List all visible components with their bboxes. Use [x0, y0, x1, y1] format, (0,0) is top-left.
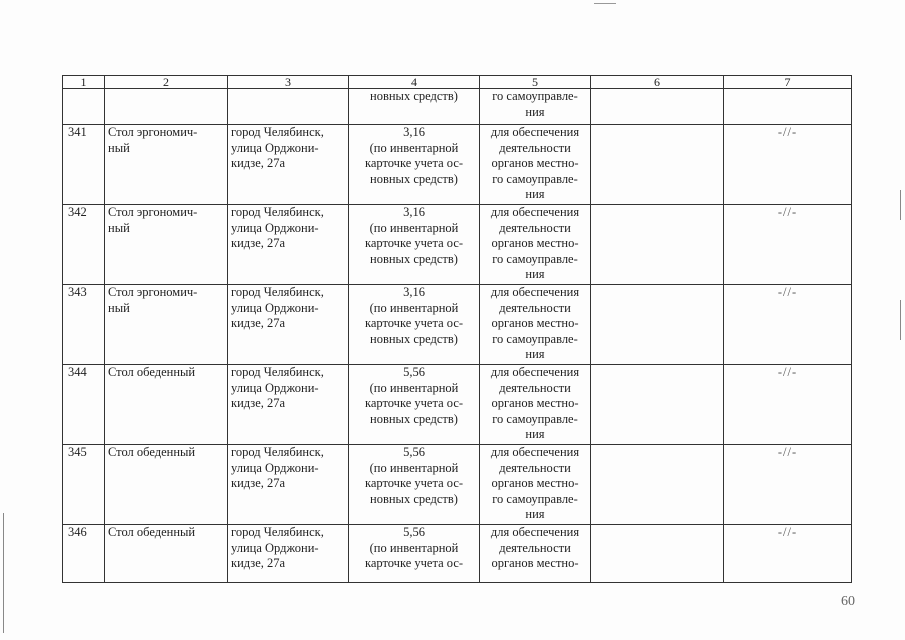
cell-line: город Челябинск,: [231, 525, 324, 539]
cell-line: новных средств): [370, 491, 458, 506]
cell-c3: [228, 205, 349, 285]
cell-line: 3,16: [403, 285, 425, 299]
cell-line: Стол эргономич-: [108, 205, 198, 219]
cell-line: карточке учета ос-: [364, 396, 464, 411]
cell-c2: [105, 125, 228, 205]
cell-c6: [591, 205, 724, 285]
cell-c1: 346: [63, 525, 105, 583]
table-row: [63, 445, 852, 525]
table-row: [63, 89, 852, 125]
cell-c7: -//-: [724, 285, 852, 365]
cell-line: кидзе, 27а: [231, 476, 286, 491]
cell-line: деятельности: [499, 460, 571, 475]
cell-line: ния: [525, 104, 545, 119]
cell-line: город Челябинск,: [231, 285, 324, 299]
cell-line: город Челябинск,: [231, 125, 324, 139]
cell-line: улица Орджони-: [231, 380, 319, 395]
cell-line: для обеспечения: [490, 525, 580, 539]
cell-c7: -//-: [724, 205, 852, 285]
cell-line: ния: [525, 427, 545, 442]
column-header-4: 4: [349, 76, 480, 89]
cell-c1: 341: [63, 125, 105, 205]
table-row: [63, 365, 852, 445]
cell-line: для обеспечения: [490, 445, 580, 459]
table-row: [63, 205, 852, 285]
cell-c4: [349, 125, 480, 205]
cell-c4: [349, 365, 480, 445]
cell-line: органов местно-: [491, 396, 579, 411]
cell-line: (по инвентарной: [369, 220, 459, 235]
cell-c4: [349, 89, 480, 125]
cell-c1: 342: [63, 205, 105, 285]
cell-line: 5,56: [403, 445, 425, 459]
cell-line: карточке учета ос-: [364, 316, 464, 331]
column-header-2: 2: [105, 76, 228, 89]
cell-c5: [480, 285, 591, 365]
table-row: [63, 125, 852, 205]
cell-line: карточке учета ос-: [364, 476, 464, 491]
cell-line: Стол эргономич-: [108, 285, 198, 299]
cell-line: карточке учета ос-: [364, 156, 464, 171]
cell-c6: [591, 525, 724, 583]
column-header-7: 7: [724, 76, 852, 89]
cell-c5: [480, 125, 591, 205]
cell-line: Стол обеденный: [108, 365, 196, 379]
cell-line: кидзе, 27а: [231, 396, 286, 411]
cell-line: карточке учета ос-: [364, 556, 464, 571]
cell-line: улица Орджони-: [231, 540, 319, 555]
cell-line: ния: [525, 347, 545, 362]
cell-line: 5,56: [403, 365, 425, 379]
cell-line: деятельности: [499, 380, 571, 395]
cell-line: ния: [525, 507, 545, 522]
cell-c1: 344: [63, 365, 105, 445]
cell-c7: -//-: [724, 445, 852, 525]
cell-line: новных средств): [370, 331, 458, 346]
column-header-5: 5: [480, 76, 591, 89]
cell-c2: [105, 445, 228, 525]
cell-line: карточке учета ос-: [364, 236, 464, 251]
cell-line: деятельности: [499, 220, 571, 235]
inventory-table: [62, 75, 852, 583]
cell-line: улица Орджони-: [231, 460, 319, 475]
cell-line: органов местно-: [491, 236, 579, 251]
cell-c7: -//-: [724, 365, 852, 445]
page-number: 60: [841, 594, 855, 609]
cell-c6: [591, 285, 724, 365]
cell-line: деятельности: [499, 540, 571, 555]
column-header-1: 1: [63, 76, 105, 89]
cell-line: город Челябинск,: [231, 445, 324, 459]
cell-c3: [228, 89, 349, 125]
cell-line: го самоуправле-: [492, 89, 578, 103]
cell-c2: [105, 285, 228, 365]
cell-line: органов местно-: [491, 476, 579, 491]
cell-c3: [228, 365, 349, 445]
cell-line: (по инвентарной: [369, 380, 459, 395]
cell-c2: [105, 89, 228, 125]
cell-c5: [480, 205, 591, 285]
cell-line: новных средств): [370, 171, 458, 186]
cell-line: (по инвентарной: [369, 300, 459, 315]
cell-line: новных средств): [370, 251, 458, 266]
cell-c7: -//-: [724, 125, 852, 205]
scan-mark-top: [594, 3, 616, 4]
cell-c5: [480, 445, 591, 525]
cell-c2: [105, 525, 228, 583]
cell-line: ния: [525, 267, 545, 282]
cell-line: 3,16: [403, 205, 425, 219]
cell-line: Стол обеденный: [108, 445, 196, 459]
cell-c5: [480, 525, 591, 583]
column-header-6: 6: [591, 76, 724, 89]
cell-line: для обеспечения: [490, 125, 580, 139]
cell-line: деятельности: [499, 140, 571, 155]
cell-c1: [63, 89, 105, 125]
cell-line: ния: [525, 187, 545, 202]
cell-c4: [349, 285, 480, 365]
cell-line: го самоуправле-: [492, 491, 578, 506]
cell-c7: [724, 89, 852, 125]
cell-c1: 345: [63, 445, 105, 525]
cell-line: го самоуправле-: [492, 331, 578, 346]
cell-line: кидзе, 27а: [231, 236, 286, 251]
cell-line: органов местно-: [491, 556, 579, 571]
cell-line: ный: [108, 220, 130, 235]
cell-line: для обеспечения: [490, 365, 580, 379]
cell-line: улица Орджони-: [231, 300, 319, 315]
cell-c5: [480, 365, 591, 445]
scan-margin-line-right: [900, 190, 901, 220]
cell-line: для обеспечения: [490, 205, 580, 219]
cell-line: ный: [108, 300, 130, 315]
table-body: [63, 76, 852, 583]
cell-line: деятельности: [499, 300, 571, 315]
cell-line: кидзе, 27а: [231, 556, 286, 571]
cell-c4: [349, 445, 480, 525]
cell-c2: [105, 205, 228, 285]
table-row: [63, 285, 852, 365]
cell-line: новных средств): [370, 411, 458, 426]
cell-c4: [349, 205, 480, 285]
cell-line: новных средств): [370, 89, 458, 103]
cell-line: кидзе, 27а: [231, 156, 286, 171]
cell-line: 5,56: [403, 525, 425, 539]
cell-line: органов местно-: [491, 316, 579, 331]
cell-c3: [228, 525, 349, 583]
cell-line: улица Орджони-: [231, 220, 319, 235]
cell-line: кидзе, 27а: [231, 316, 286, 331]
cell-line: город Челябинск,: [231, 205, 324, 219]
cell-line: улица Орджони-: [231, 140, 319, 155]
cell-line: (по инвентарной: [369, 460, 459, 475]
cell-line: органов местно-: [491, 156, 579, 171]
cell-c1: 343: [63, 285, 105, 365]
cell-line: Стол эргономич-: [108, 125, 198, 139]
cell-c5: [480, 89, 591, 125]
cell-line: го самоуправле-: [492, 411, 578, 426]
cell-c7: -//-: [724, 525, 852, 583]
column-number-header-row: [63, 76, 852, 89]
cell-c6: [591, 89, 724, 125]
cell-c4: [349, 525, 480, 583]
cell-line: ный: [108, 140, 130, 155]
cell-line: го самоуправле-: [492, 171, 578, 186]
cell-line: (по инвентарной: [369, 540, 459, 555]
cell-c2: [105, 365, 228, 445]
scan-margin-line-left: [3, 513, 4, 633]
cell-c3: [228, 445, 349, 525]
cell-line: го самоуправле-: [492, 251, 578, 266]
cell-c3: [228, 125, 349, 205]
column-header-3: 3: [228, 76, 349, 89]
cell-c6: [591, 365, 724, 445]
cell-line: Стол обеденный: [108, 525, 196, 539]
cell-c6: [591, 445, 724, 525]
cell-c6: [591, 125, 724, 205]
cell-line: 3,16: [403, 125, 425, 139]
table-row: [63, 525, 852, 583]
cell-line: (по инвентарной: [369, 140, 459, 155]
cell-line: для обеспечения: [490, 285, 580, 299]
scan-margin-line-right-2: [900, 300, 901, 340]
cell-c3: [228, 285, 349, 365]
cell-line: город Челябинск,: [231, 365, 324, 379]
